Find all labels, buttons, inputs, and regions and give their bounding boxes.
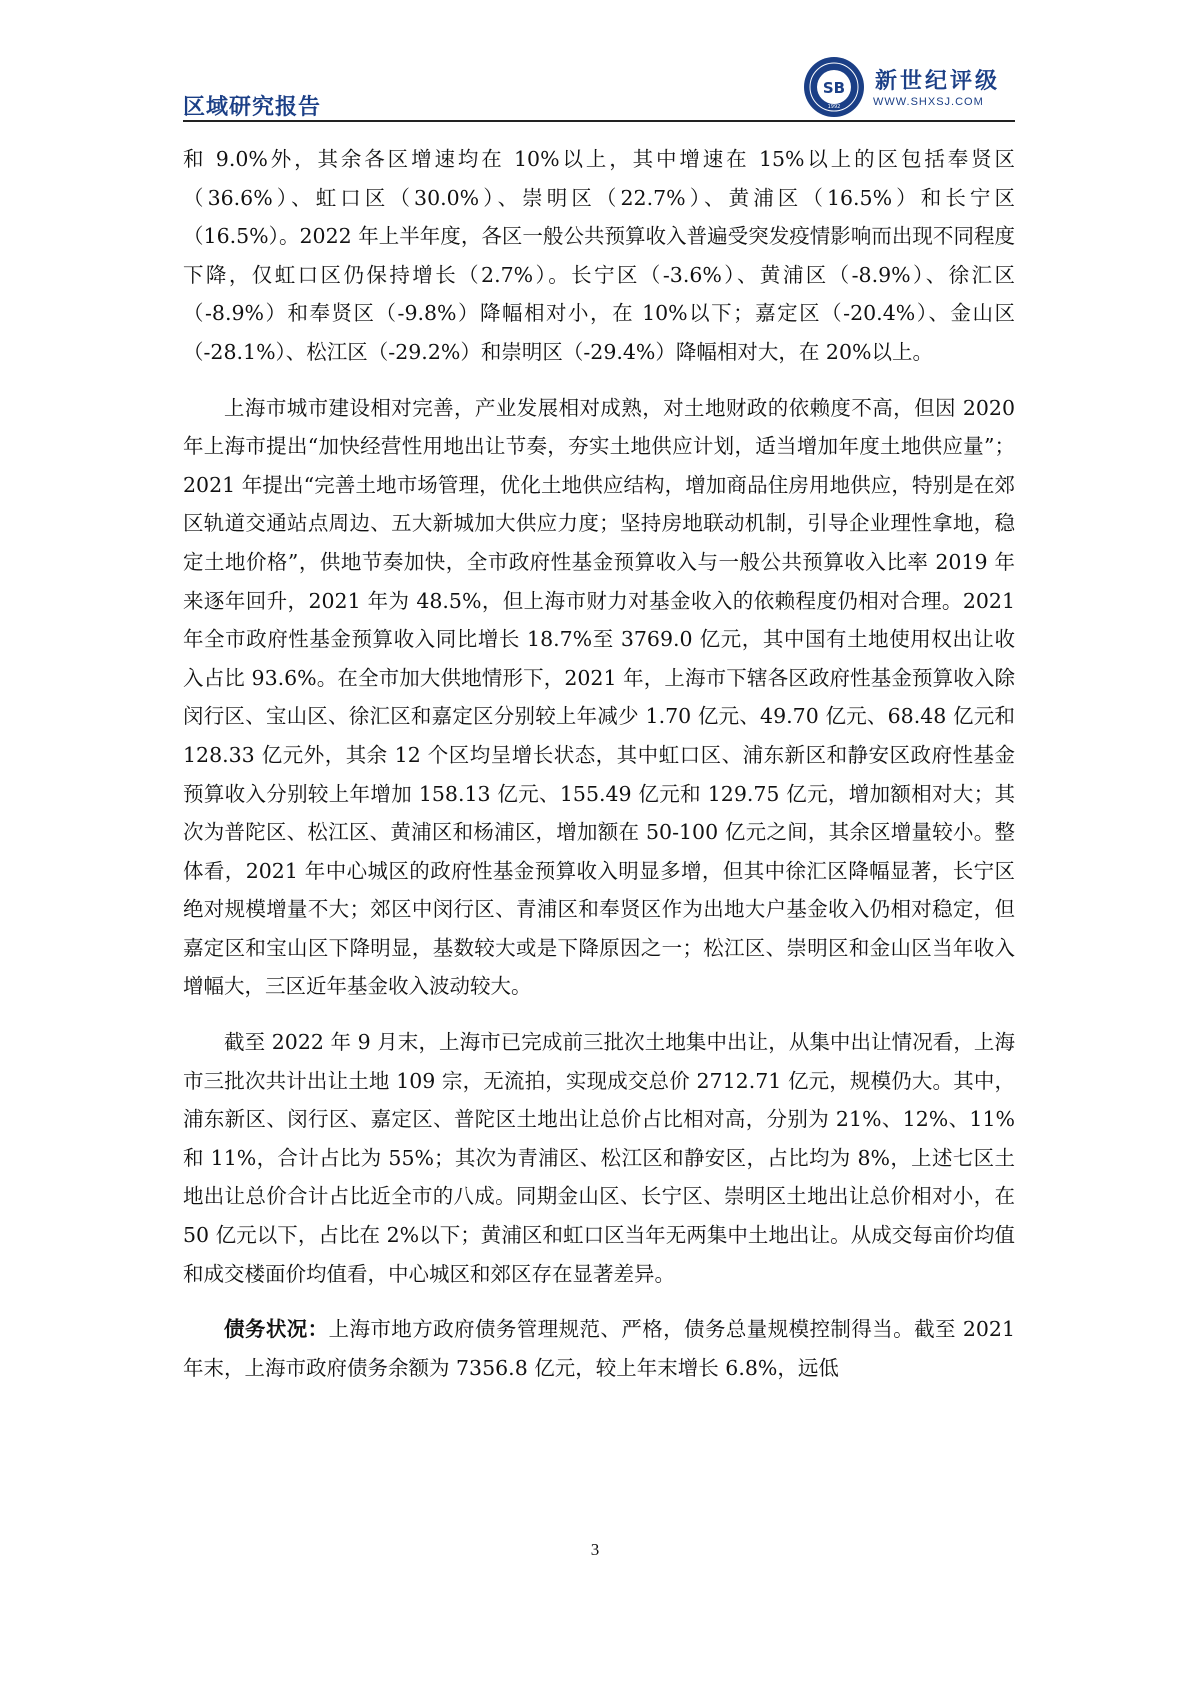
page-header <box>183 56 1015 120</box>
paragraph-1: 和 9.0%外，其余各区增速均在 10%以上，其中增速在 15%以上的区包括奉贤区（36.6%）、虹口区（30.0%）、崇明区（22.7%）、黄浦区（16.5%）和长宁区（16.5%）。2022 年上半年度，各区一般公共预算收入普遍受突发疫情影响而出现不同程度下降，仅虹口区仍保持增长（2.7%）。长宁区（-3.6%）、黄浦区（-8.9%）、徐汇区（-8.9%）和奉贤区（-9.8%）降幅相对小，在 10%以下；嘉定区（-20.4%）、金山区（-28.1%）、松江区（-29.2%）和崇明区（-29.4%）降幅相对大，在 20%以上。 <box>183 147 1015 364</box>
body-text <box>183 140 1015 1404</box>
debt-status-text: 上海市地方政府债务管理规范、严格，债务总量规模控制得当。截至 2021 年末，上海市政府债务余额为 7356.8 亿元，较上年末增长 6.8%，远低 <box>183 1317 1016 1380</box>
paragraph-3: 截至 2022 年 9 月末，上海市已完成前三批次土地集中出让，从集中出让情况看，上海市三批次共计出让土地 109 宗，无流拍，实现成交总价 2712.71 亿元，规模仍大。其中，浦东新区、闵行区、嘉定区、普陀区土地出让总价占比相对高，分别为 21%、12%、11%和 11%，合计占比为 55%；其次为青浦区、松江区和静安区，占比均为 8%，上述七区土地出让总价合计占比近全市的八成。同期金山区、长宁区、崇明区土地出让总价相对小，在 50 亿元以下，占比在 2%以下；黄浦区和虹口区当年无两集中土地出让。从成交每亩价均值和成交楼面价均值看，中心城区和郊区存在显著差异。 <box>183 1030 1015 1286</box>
header-divider <box>183 120 1015 122</box>
paragraph-4 <box>183 1310 1015 1387</box>
brand-name: 新世纪评级 <box>875 69 1001 94</box>
page-number: 3 <box>590 1540 600 1559</box>
report-title: 区域研究报告 <box>183 95 322 120</box>
debt-status-lead: 债务状况： <box>224 1317 329 1342</box>
brand-url[interactable]: WWW.SHXSJ.COM <box>873 96 984 108</box>
logo-monogram: SB <box>822 79 846 97</box>
paragraph-2: 上海市城市建设相对完善，产业发展相对成熟，对土地财政的依赖度不高，但因 2020 年上海市提出“加快经营性用地出让节奏，夯实土地供应计划，适当增加年度土地供应量”；2021 年提出“完善土地市场管理，优化土地供应结构，增加商品住房用地供应，特别是在郊区轨道交通站点周边、五大新城加大供应力度；坚持房地联动机制，引导企业理性拿地，稳定土地价格”，供地节奏加快，全市政府性基金预算收入与一般公共预算收入比率 2019 年来逐年回升，2021 年为 48.5%，但上海市财力对基金收入的依赖程度仍相对合理。2021 年全市政府性基金预算收入同比增长 18.7%至 3769.0 亿元，其中国有土地使用权出让收入占比 93.6%。在全市加大供地情形下，2021 年，上海市下辖各区政府性基金预算收入除闵行区、宝山区、徐汇区和嘉定区分别较上年减少 1.70 亿元、49.70 亿元、68.48 亿元和 128.33 亿元外，其余 12 个区均呈增长状态，其中虹口区、浦东新区和静安区政府性基金预算收入分别较上年增加 158.13 亿元、155.49 亿元和 129.75 亿元，增加额相对大；其次为普陀区、松江区、黄浦区和杨浦区，增加额在 50-100 亿元之间，其余区增量较小。整体看，2021 年中心城区的政府性基金预算收入明显多增，但其中徐汇区降幅显著，长宁区绝对规模增量不大；郊区中闵行区、青浦区和奉贤区作为出地大户基金收入仍相对稳定，但嘉定区和宝山区下降明显，基数较大或是下降原因之一；松江区、崇明区和金山区当年收入增幅大，三区近年基金收入波动较大。 <box>183 395 1015 999</box>
company-seal-logo <box>803 56 865 118</box>
logo-year: 1992 <box>827 104 841 110</box>
